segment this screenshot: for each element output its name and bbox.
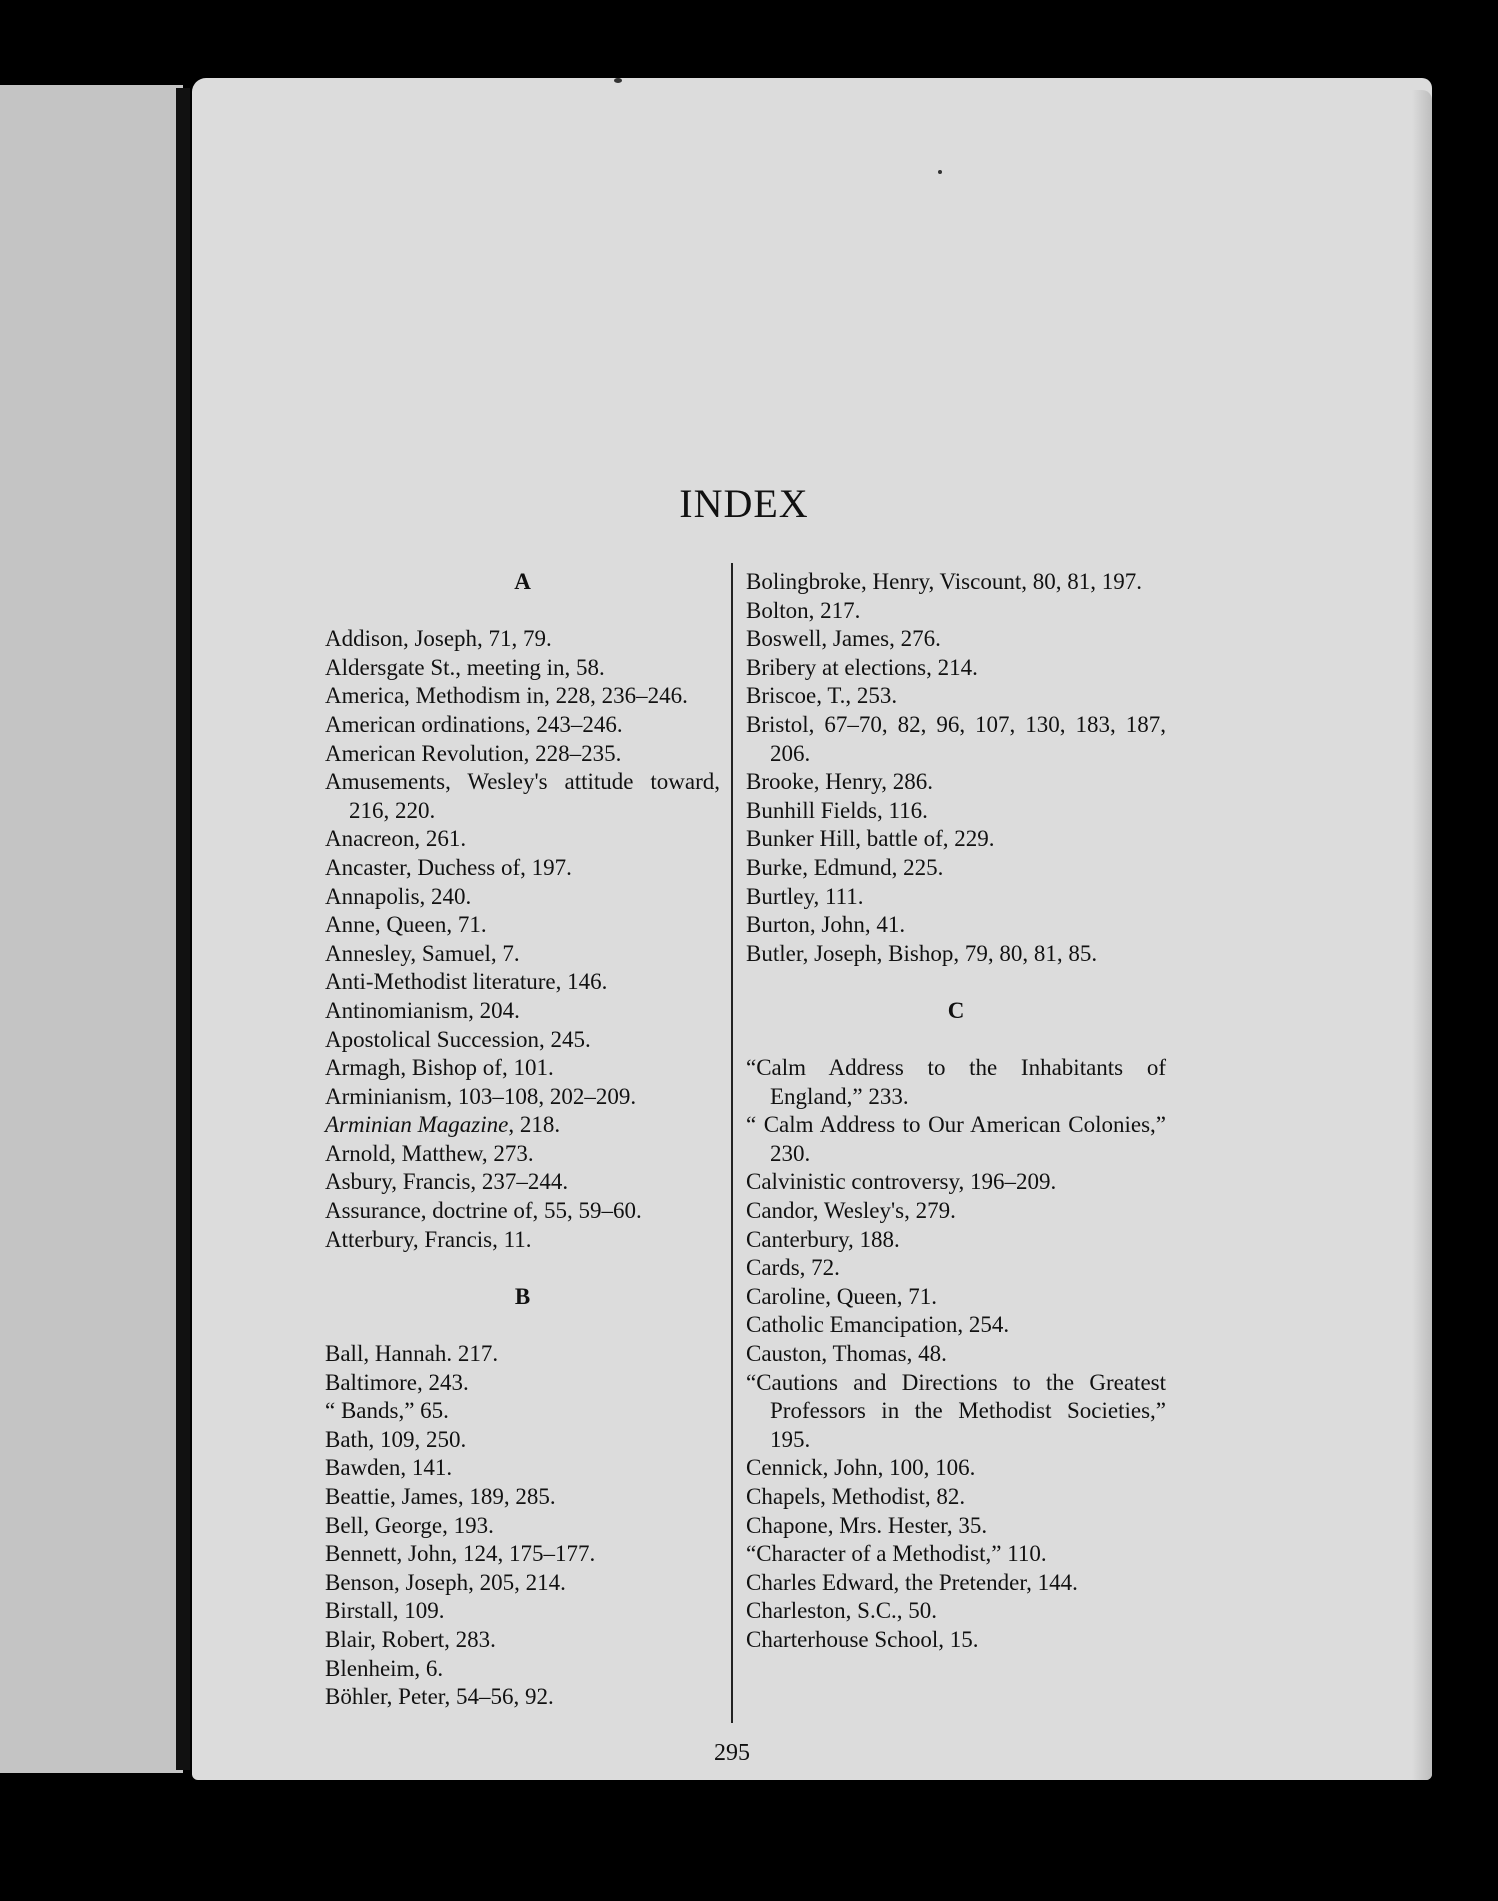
index-entry: America, Methodism in, 228, 236–246. [325, 683, 688, 709]
index-entry: Candor, Wesley's, 279. [746, 1198, 956, 1224]
index-entry-pages: , 218. [508, 1112, 561, 1138]
index-entry: Anacreon, 261. [325, 826, 467, 852]
index-entry: Addison, Joseph, 71, 79. [325, 626, 552, 652]
index-entry: Calvinistic controversy, 196–209. [746, 1169, 1057, 1195]
index-entry: Ball, Hannah. 217. [325, 1341, 499, 1367]
index-entry: Amusements, Wesley's attitude toward, 216, 220. [325, 769, 720, 823]
index-entry: “ Calm Address to Our American Colonies,” 230. [746, 1112, 1166, 1166]
column-divider [731, 563, 733, 1723]
section-gap [325, 1311, 720, 1340]
index-entry: Charterhouse School, 15. [746, 1626, 979, 1652]
index-entry: Causton, Thomas, 48. [746, 1341, 947, 1367]
index-entry: Atterbury, Francis, 11. [325, 1226, 532, 1252]
page-edge-shadow [1412, 90, 1432, 1780]
index-entry: Arminianism, 103–108, 202–209. [325, 1083, 637, 1109]
index-entry: Bawden, 141. [325, 1455, 453, 1481]
index-entry: Bolingbroke, Henry, Viscount, 80, 81, 197. [746, 569, 1142, 594]
index-column-left [325, 568, 720, 1712]
section-gap [746, 1026, 1166, 1055]
index-entry: Bunker Hill, battle of, 229. [746, 826, 995, 852]
index-entry: “ Bands,” 65. [325, 1398, 449, 1424]
index-entry: Cennick, John, 100, 106. [746, 1455, 976, 1481]
index-entry: Brooke, Henry, 286. [746, 769, 933, 795]
index-entry: American Revolution, 228–235. [325, 740, 622, 766]
section-gap [746, 968, 1166, 997]
index-entry: Boswell, James, 276. [746, 626, 941, 652]
index-entry: Blair, Robert, 283. [325, 1626, 496, 1652]
index-entry: Charles Edward, the Pretender, 144. [746, 1569, 1078, 1595]
index-entry: Asbury, Francis, 237–244. [325, 1169, 569, 1195]
index-entry: Catholic Emancipation, 254. [746, 1312, 1010, 1338]
index-entry: Bath, 109, 250. [325, 1426, 467, 1452]
index-entry: Arnold, Matthew, 273. [325, 1140, 534, 1166]
index-entry: Ancaster, Duchess of, 197. [325, 854, 572, 880]
page-speck [938, 170, 942, 174]
index-column-right [746, 568, 1166, 1655]
index-entry: “Cautions and Directions to the Greatest Professors in the Methodist Societies,” 195. [746, 1369, 1166, 1452]
page-speck [614, 78, 622, 83]
index-entry: Anne, Queen, 71. [325, 912, 487, 938]
index-entry: Charleston, S.C., 50. [746, 1598, 938, 1624]
index-entry: Burke, Edmund, 225. [746, 854, 944, 880]
index-entry: Anti-Methodist literature, 146. [325, 969, 608, 995]
index-entry: Böhler, Peter, 54–56, 92. [325, 1684, 554, 1710]
index-entry: Briscoe, T., 253. [746, 683, 898, 709]
section-letter: B [514, 1283, 531, 1309]
index-entry: Birstall, 109. [325, 1598, 445, 1624]
index-entry: Assurance, doctrine of, 55, 59–60. [325, 1198, 642, 1224]
index-entry: Bribery at elections, 214. [746, 654, 978, 680]
index-entry-title: Arminian Magazine [325, 1112, 509, 1138]
index-entry: Bristol, 67–70, 82, 96, 107, 130, 183, 187, 206. [746, 711, 1166, 766]
index-entry: Benson, Joseph, 205, 214. [325, 1569, 566, 1595]
page-title: INDEX [679, 481, 809, 526]
index-entry: Armagh, Bishop of, 101. [325, 1055, 554, 1081]
index-entry: Cards, 72. [746, 1255, 840, 1281]
index-entry: Beattie, James, 189, 285. [325, 1484, 556, 1509]
index-entry: Aldersgate St., meeting in, 58. [325, 654, 605, 680]
index-entry: Chapels, Methodist, 82. [746, 1484, 966, 1509]
section-letter: C [947, 997, 965, 1023]
book-gutter [176, 88, 190, 1770]
index-entry: Annesley, Samuel, 7. [325, 940, 520, 966]
index-entry: Apostolical Succession, 245. [325, 1026, 591, 1052]
index-entry: Canterbury, 188. [746, 1226, 900, 1252]
index-entry: Burtley, 111. [746, 883, 864, 909]
index-entry: Baltimore, 243. [325, 1369, 469, 1395]
index-entry: American ordinations, 243–246. [325, 711, 623, 737]
index-entry: “Character of a Methodist,” 110. [746, 1541, 1047, 1567]
index-entry: Bunhill Fields, 116. [746, 797, 928, 823]
index-entry: Caroline, Queen, 71. [746, 1283, 937, 1309]
index-entry: Bell, George, 193. [325, 1512, 494, 1538]
index-entry: Bennett, John, 124, 175–177. [325, 1541, 596, 1567]
section-gap [325, 597, 720, 626]
index-entry: Chapone, Mrs. Hester, 35. [746, 1512, 988, 1538]
facing-page [0, 85, 183, 1773]
index-entry: Blenheim, 6. [325, 1655, 444, 1681]
index-entry [325, 1111, 720, 1140]
section-letter: A [514, 569, 531, 594]
index-entry: “Calm Address to the Inhabitants of England,” 233. [746, 1055, 1166, 1109]
section-gap [325, 1254, 720, 1283]
index-entry: Annapolis, 240. [325, 883, 472, 909]
index-entry: Butler, Joseph, Bishop, 79, 80, 81, 85. [746, 940, 1098, 966]
index-entry: Antinomianism, 204. [325, 997, 520, 1023]
page-number: 295 [714, 1740, 750, 1766]
index-entry: Bolton, 217. [746, 597, 861, 623]
index-entry: Burton, John, 41. [746, 912, 906, 938]
